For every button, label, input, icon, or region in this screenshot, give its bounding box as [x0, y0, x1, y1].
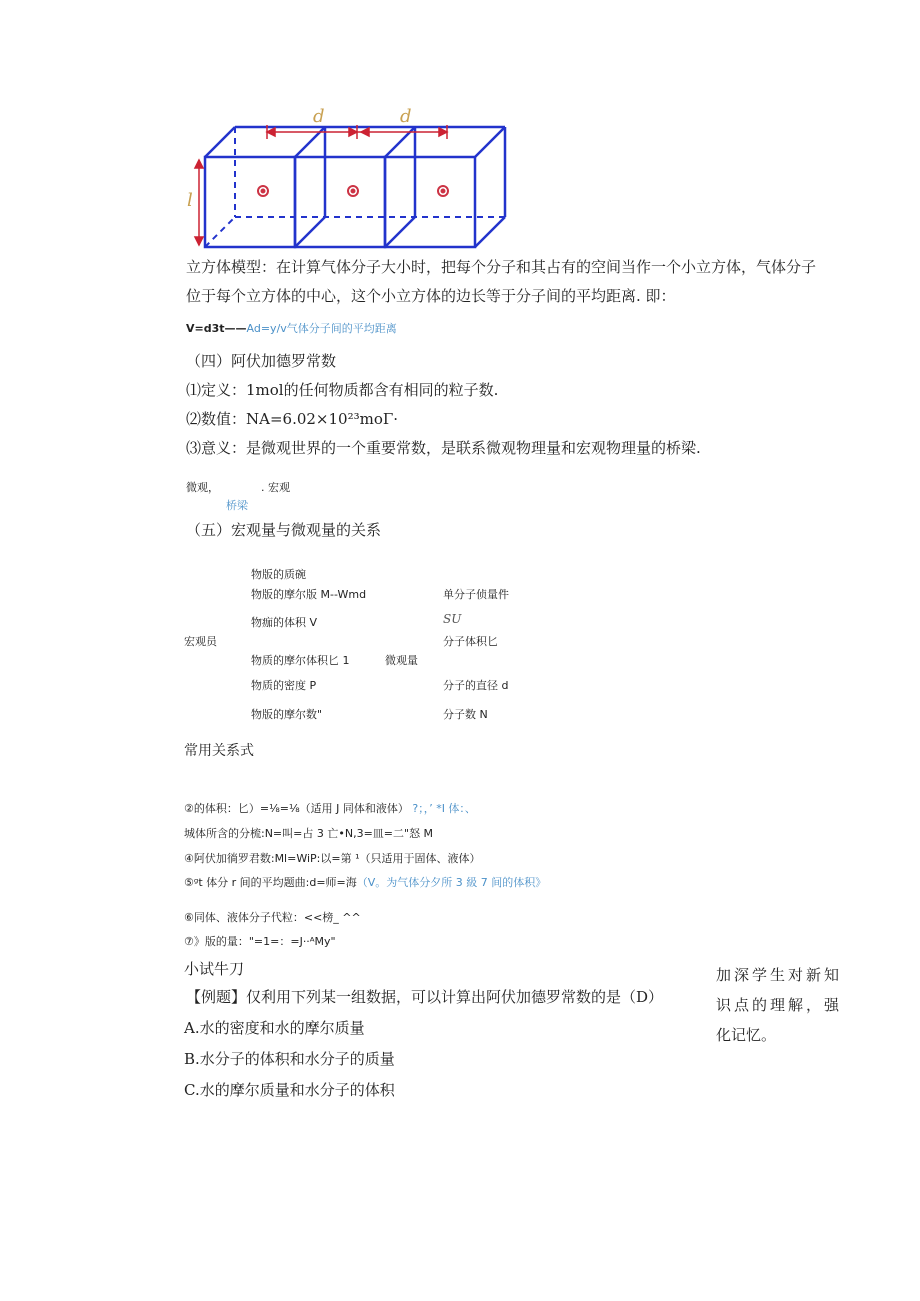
- micro-item-5: 分子数 N: [443, 708, 488, 721]
- common-heading: 常用关系式: [184, 743, 254, 759]
- formula-5-black: ⑤ᵍt 体分 r 间的平均题曲:d=师=海: [184, 876, 357, 889]
- micro-item-2: SU: [443, 612, 462, 626]
- macro-item-5: 物质的密度 P: [251, 679, 317, 692]
- formula-v-black: V=d3t——: [186, 322, 247, 335]
- option-c: C.水的摩尔质量和水分子的体积: [184, 1081, 395, 1099]
- trial-heading: 小试牛刀: [184, 960, 245, 978]
- formula-2-blue: ?；，’ *I 体：、: [412, 802, 476, 815]
- avogadro-definition: ⑴定义：1mol的任何物质都含有相同的粒子数.: [186, 381, 499, 399]
- bridge-micro: 微观，: [186, 481, 219, 494]
- formula-6: ⑥同体、液体分子代粒：<<榜_ ^^: [184, 911, 361, 924]
- macro-item-4: 物质的摩尔体积匕 1: [251, 654, 350, 667]
- micro-label: 微观量: [385, 654, 418, 667]
- example-question: 【例题】仅利用下列某一组数据，可以计算出阿伏加德罗常数的是（D）: [186, 988, 664, 1006]
- formula-v: [186, 320, 397, 336]
- formula-3: 城体所含的分梳:N=叫=占 3 亡•N,3=皿=二"怒 M: [184, 827, 434, 840]
- cube-model-figure: [185, 100, 515, 250]
- option-b: B.水分子的体积和水分子的质量: [184, 1050, 395, 1068]
- avogadro-meaning: ⑶意义：是微观世界的一个重要常数，是联系微观物理量和宏观物理量的桥梁.: [186, 439, 701, 457]
- formula-5-blue: （V。为气体分夕所 3 級 7 间的体积》: [356, 876, 547, 889]
- side-note-line2: 识点的理解，强: [716, 996, 843, 1014]
- cube-model-line2: 位于每个立方体的中心，这个小立方体的边长等于分子间的平均距离. 即：: [186, 287, 676, 305]
- macro-item-6: 物版的摩尔数": [251, 708, 323, 721]
- l-label: l: [187, 190, 193, 211]
- formula-7: ⑦》版的量："=1=：=J··ᴬMy": [184, 935, 336, 948]
- bridge-label: 桥梁: [226, 499, 248, 512]
- avogadro-heading: （四）阿伏加德罗常数: [186, 352, 337, 370]
- d-label-2: d: [400, 106, 412, 127]
- formula-5: [184, 874, 546, 890]
- macro-item-2: 物版的摩尔版 M--Wmd: [251, 588, 367, 601]
- formula-2: [184, 800, 476, 816]
- formula-v-blue: Ad=y/v气体分子间的平均距离: [246, 322, 397, 335]
- d-label-1: d: [313, 106, 325, 127]
- macro-label: 宏观员: [184, 635, 217, 648]
- macro-item-3: 物痂的体积 V: [251, 616, 318, 629]
- macro-item-1: 物版的质碗: [251, 568, 306, 581]
- micro-item-4: 分子的直径 d: [443, 679, 509, 692]
- relation-heading: （五）宏观量与微观量的关系: [186, 521, 382, 539]
- option-a: A.水的密度和水的摩尔质量: [184, 1019, 365, 1037]
- formula-4: ④阿伏加徜罗君数:Ml=WiP:以=第 ¹（只适用于固体、液体）: [184, 852, 481, 865]
- side-note-line3: 化记忆。: [716, 1026, 777, 1044]
- cube-model-line1: 立方体模型：在计算气体分子大小时，把每个分子和其占有的空间当作一个小立方体，气体分子: [186, 258, 817, 276]
- avogadro-value: ⑵数值：NA=6.02×10²³moΓ·: [186, 410, 399, 428]
- bridge-macro: . 宏观: [261, 481, 290, 494]
- micro-item-3: 分子体积匕: [443, 635, 498, 648]
- formula-2-black: ②的体积：匕）=⅛=⅛（适用 J 同体和液体）: [184, 802, 409, 815]
- side-note-line1: 加深学生对新知: [716, 966, 843, 984]
- micro-item-1: 单分子侦量件: [443, 588, 509, 601]
